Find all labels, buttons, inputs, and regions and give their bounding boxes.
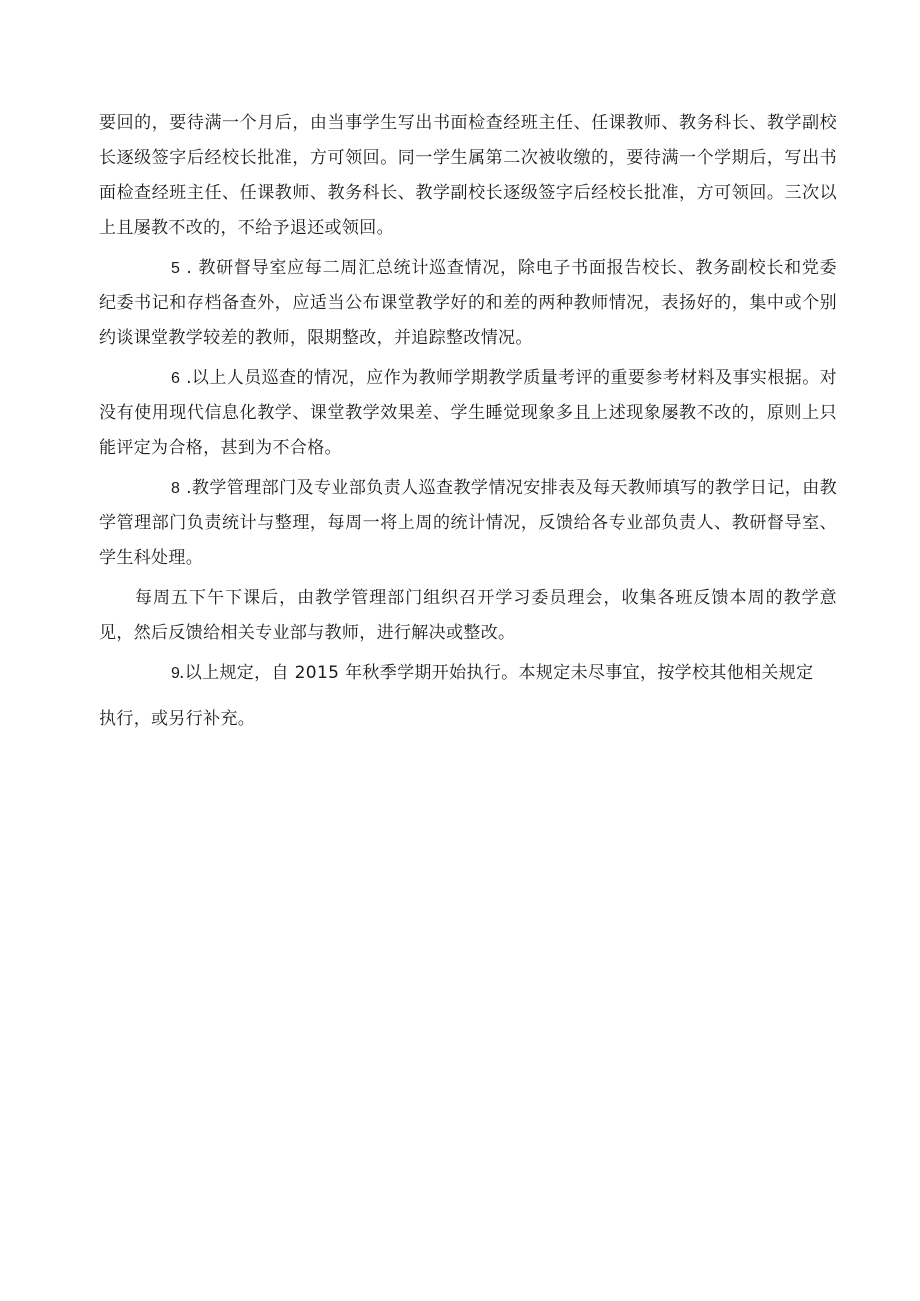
paragraph-text: 执行，或另行补充。 [99, 709, 256, 729]
item-number: 9 [171, 665, 181, 682]
paragraph-closing [99, 702, 837, 737]
paragraph-text: .教学管理部门及专业部负责人巡查教学情况安排表及每天教师填写的教学日记，由教学管理部门负责统计与整理，每周一将上周的统计情况，反馈给各专业部负责人、教研督导室、学生科处理。 [99, 478, 837, 568]
paragraph-item-5 [99, 251, 837, 356]
paragraph-text: 要回的，要待满一个月后，由当事学生写出书面检查经班主任、任课教师、教务科长、教学副校长逐级签字后经校长批准，方可领回。同一学生属第二次被收缴的，要待满一个学期后，写出书面检查经班主任、任课教师、教务科长、教学副校长逐级签字后经校长批准，方可领回。三次以上且屡教不改的，不给予退还或领回。 [99, 113, 837, 238]
paragraph-item-8 [99, 471, 837, 576]
paragraph-item-9 [99, 656, 837, 691]
paragraph-item-6 [99, 361, 837, 466]
item-number: 8 [171, 480, 181, 497]
paragraph-text: . 教研督导室应每二周汇总统计巡查情况，除电子书面报告校长、教务副校长和党委纪委书记和存档备查外，应适当公布课堂教学好的和差的两种教师情况，表扬好的，集中或个别约谈课堂教学较差的教师，限期整改，并追踪整改情况。 [99, 258, 837, 348]
item-number: 5 [171, 260, 181, 277]
paragraph-text: .以上规定，自 2015 年秋季学期开始执行。本规定未尽事宜，按学校其他相关规定 [179, 663, 814, 683]
paragraph-weekly-meeting [99, 581, 837, 651]
paragraph-text: 每周五下午下课后，由教学管理部门组织召开学习委员理会，收集各班反馈本周的教学意见，然后反馈给相关专业部与教师，进行解决或整改。 [99, 588, 837, 643]
item-number: 6 [171, 370, 181, 387]
paragraph-continued [99, 106, 837, 246]
paragraph-text: .以上人员巡查的情况，应作为教师学期教学质量考评的重要参考材料及事实根据。对没有使用现代信息化教学、课堂教学效果差、学生睡觉现象多且上述现象屡教不改的，原则上只能评定为合格，甚到为不合格。 [99, 368, 837, 458]
